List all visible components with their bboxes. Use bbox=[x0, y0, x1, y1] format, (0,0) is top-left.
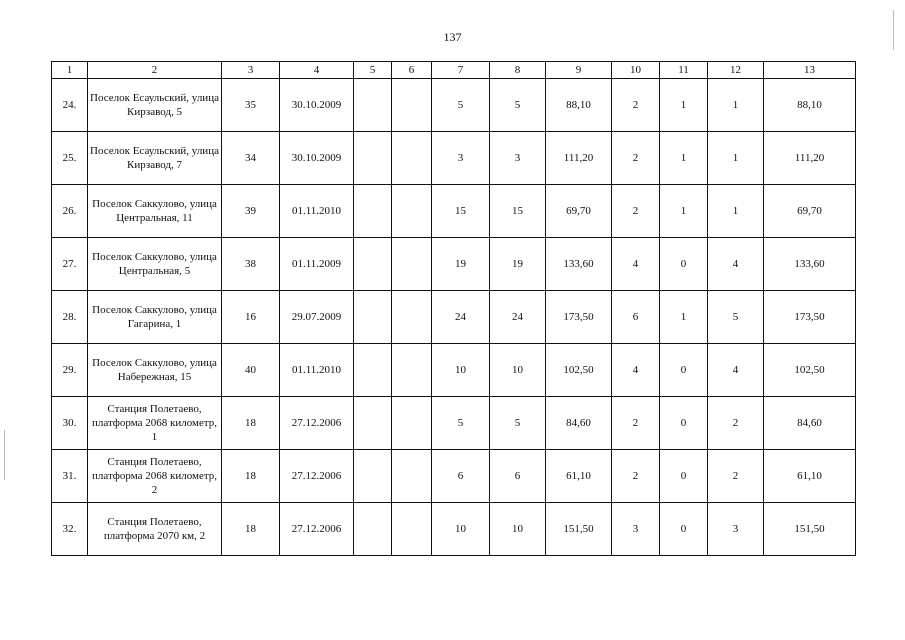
row-number-cell: 28. bbox=[52, 291, 88, 344]
column-12-cell: 2 bbox=[708, 397, 764, 450]
column-header-3: 3 bbox=[222, 62, 280, 79]
column-8-cell: 10 bbox=[490, 344, 546, 397]
row-number-cell: 31. bbox=[52, 450, 88, 503]
column-8-cell: 24 bbox=[490, 291, 546, 344]
column-5-cell bbox=[354, 291, 392, 344]
column-6-cell bbox=[392, 238, 432, 291]
table-row bbox=[52, 132, 856, 185]
address-cell: Поселок Саккулово, улица Набережная, 15 bbox=[88, 344, 222, 397]
area-cell: 102,50 bbox=[546, 344, 612, 397]
column-12-cell: 4 bbox=[708, 344, 764, 397]
column-11-cell: 0 bbox=[660, 450, 708, 503]
total-area-cell: 133,60 bbox=[764, 238, 856, 291]
date-cell: 27.12.2006 bbox=[280, 397, 354, 450]
column-5-cell bbox=[354, 397, 392, 450]
column-3-cell: 18 bbox=[222, 503, 280, 556]
area-cell: 111,20 bbox=[546, 132, 612, 185]
column-11-cell: 0 bbox=[660, 344, 708, 397]
address-cell: Поселок Саккулово, улица Центральная, 5 bbox=[88, 238, 222, 291]
column-5-cell bbox=[354, 79, 392, 132]
column-10-cell: 2 bbox=[612, 79, 660, 132]
column-8-cell: 10 bbox=[490, 503, 546, 556]
total-area-cell: 84,60 bbox=[764, 397, 856, 450]
date-cell: 29.07.2009 bbox=[280, 291, 354, 344]
column-6-cell bbox=[392, 503, 432, 556]
date-cell: 30.10.2009 bbox=[280, 132, 354, 185]
column-10-cell: 4 bbox=[612, 238, 660, 291]
column-5-cell bbox=[354, 185, 392, 238]
column-3-cell: 16 bbox=[222, 291, 280, 344]
table-row bbox=[52, 291, 856, 344]
column-7-cell: 24 bbox=[432, 291, 490, 344]
date-cell: 01.11.2010 bbox=[280, 185, 354, 238]
column-11-cell: 1 bbox=[660, 79, 708, 132]
address-cell: Поселок Саккулово, улица Центральная, 11 bbox=[88, 185, 222, 238]
scan-edge-mark bbox=[893, 10, 894, 50]
column-8-cell: 5 bbox=[490, 79, 546, 132]
total-area-cell: 102,50 bbox=[764, 344, 856, 397]
column-7-cell: 3 bbox=[432, 132, 490, 185]
column-11-cell: 1 bbox=[660, 132, 708, 185]
total-area-cell: 88,10 bbox=[764, 79, 856, 132]
column-8-cell: 3 bbox=[490, 132, 546, 185]
row-number-cell: 29. bbox=[52, 344, 88, 397]
column-header-8: 8 bbox=[490, 62, 546, 79]
column-12-cell: 1 bbox=[708, 185, 764, 238]
row-number-cell: 25. bbox=[52, 132, 88, 185]
column-7-cell: 10 bbox=[432, 344, 490, 397]
area-cell: 69,70 bbox=[546, 185, 612, 238]
column-header-10: 10 bbox=[612, 62, 660, 79]
column-11-cell: 0 bbox=[660, 503, 708, 556]
column-header-12: 12 bbox=[708, 62, 764, 79]
column-6-cell bbox=[392, 450, 432, 503]
housing-register-table bbox=[51, 61, 856, 556]
area-cell: 151,50 bbox=[546, 503, 612, 556]
column-3-cell: 18 bbox=[222, 397, 280, 450]
table-row bbox=[52, 344, 856, 397]
column-10-cell: 2 bbox=[612, 132, 660, 185]
column-7-cell: 19 bbox=[432, 238, 490, 291]
column-3-cell: 34 bbox=[222, 132, 280, 185]
address-cell: Поселок Саккулово, улица Гагарина, 1 bbox=[88, 291, 222, 344]
column-10-cell: 2 bbox=[612, 450, 660, 503]
address-cell: Станция Полетаево, платформа 2068 километр, 1 bbox=[88, 397, 222, 450]
column-3-cell: 39 bbox=[222, 185, 280, 238]
area-cell: 84,60 bbox=[546, 397, 612, 450]
column-5-cell bbox=[354, 238, 392, 291]
column-7-cell: 5 bbox=[432, 397, 490, 450]
column-7-cell: 6 bbox=[432, 450, 490, 503]
column-5-cell bbox=[354, 503, 392, 556]
column-10-cell: 3 bbox=[612, 503, 660, 556]
table-row bbox=[52, 503, 856, 556]
column-12-cell: 1 bbox=[708, 79, 764, 132]
total-area-cell: 69,70 bbox=[764, 185, 856, 238]
column-12-cell: 2 bbox=[708, 450, 764, 503]
area-cell: 88,10 bbox=[546, 79, 612, 132]
column-header-2: 2 bbox=[88, 62, 222, 79]
column-header-13: 13 bbox=[764, 62, 856, 79]
column-header-4: 4 bbox=[280, 62, 354, 79]
column-5-cell bbox=[354, 132, 392, 185]
area-cell: 61,10 bbox=[546, 450, 612, 503]
total-area-cell: 61,10 bbox=[764, 450, 856, 503]
column-6-cell bbox=[392, 79, 432, 132]
address-cell: Поселок Есаульский, улица Кирзавод, 5 bbox=[88, 79, 222, 132]
column-6-cell bbox=[392, 344, 432, 397]
column-12-cell: 3 bbox=[708, 503, 764, 556]
column-11-cell: 0 bbox=[660, 397, 708, 450]
column-header-1: 1 bbox=[52, 62, 88, 79]
column-8-cell: 19 bbox=[490, 238, 546, 291]
column-header-5: 5 bbox=[354, 62, 392, 79]
date-cell: 01.11.2009 bbox=[280, 238, 354, 291]
address-cell: Станция Полетаево, платформа 2068 километр, 2 bbox=[88, 450, 222, 503]
column-5-cell bbox=[354, 344, 392, 397]
column-12-cell: 5 bbox=[708, 291, 764, 344]
total-area-cell: 151,50 bbox=[764, 503, 856, 556]
column-3-cell: 35 bbox=[222, 79, 280, 132]
total-area-cell: 173,50 bbox=[764, 291, 856, 344]
column-header-7: 7 bbox=[432, 62, 490, 79]
table-header-row bbox=[52, 62, 856, 79]
column-header-9: 9 bbox=[546, 62, 612, 79]
column-8-cell: 5 bbox=[490, 397, 546, 450]
column-6-cell bbox=[392, 185, 432, 238]
table-row bbox=[52, 397, 856, 450]
date-cell: 27.12.2006 bbox=[280, 450, 354, 503]
area-cell: 173,50 bbox=[546, 291, 612, 344]
column-7-cell: 15 bbox=[432, 185, 490, 238]
row-number-cell: 30. bbox=[52, 397, 88, 450]
table-row bbox=[52, 450, 856, 503]
column-8-cell: 15 bbox=[490, 185, 546, 238]
column-11-cell: 1 bbox=[660, 291, 708, 344]
column-8-cell: 6 bbox=[490, 450, 546, 503]
column-11-cell: 1 bbox=[660, 185, 708, 238]
column-10-cell: 2 bbox=[612, 397, 660, 450]
column-7-cell: 10 bbox=[432, 503, 490, 556]
row-number-cell: 26. bbox=[52, 185, 88, 238]
column-10-cell: 4 bbox=[612, 344, 660, 397]
column-10-cell: 6 bbox=[612, 291, 660, 344]
address-cell: Поселок Есаульский, улица Кирзавод, 7 bbox=[88, 132, 222, 185]
column-header-11: 11 bbox=[660, 62, 708, 79]
column-10-cell: 2 bbox=[612, 185, 660, 238]
column-6-cell bbox=[392, 132, 432, 185]
row-number-cell: 32. bbox=[52, 503, 88, 556]
column-7-cell: 5 bbox=[432, 79, 490, 132]
column-12-cell: 1 bbox=[708, 132, 764, 185]
date-cell: 30.10.2009 bbox=[280, 79, 354, 132]
column-6-cell bbox=[392, 397, 432, 450]
date-cell: 01.11.2010 bbox=[280, 344, 354, 397]
column-5-cell bbox=[354, 450, 392, 503]
table-row bbox=[52, 238, 856, 291]
table-row bbox=[52, 185, 856, 238]
scan-edge-mark bbox=[4, 430, 5, 480]
column-6-cell bbox=[392, 291, 432, 344]
page-number: 137 bbox=[443, 30, 462, 44]
column-header-6: 6 bbox=[392, 62, 432, 79]
total-area-cell: 111,20 bbox=[764, 132, 856, 185]
row-number-cell: 27. bbox=[52, 238, 88, 291]
column-3-cell: 38 bbox=[222, 238, 280, 291]
area-cell: 133,60 bbox=[546, 238, 612, 291]
column-11-cell: 0 bbox=[660, 238, 708, 291]
table-row bbox=[52, 79, 856, 132]
column-3-cell: 40 bbox=[222, 344, 280, 397]
date-cell: 27.12.2006 bbox=[280, 503, 354, 556]
row-number-cell: 24. bbox=[52, 79, 88, 132]
column-12-cell: 4 bbox=[708, 238, 764, 291]
column-3-cell: 18 bbox=[222, 450, 280, 503]
address-cell: Станция Полетаево, платформа 2070 км, 2 bbox=[88, 503, 222, 556]
